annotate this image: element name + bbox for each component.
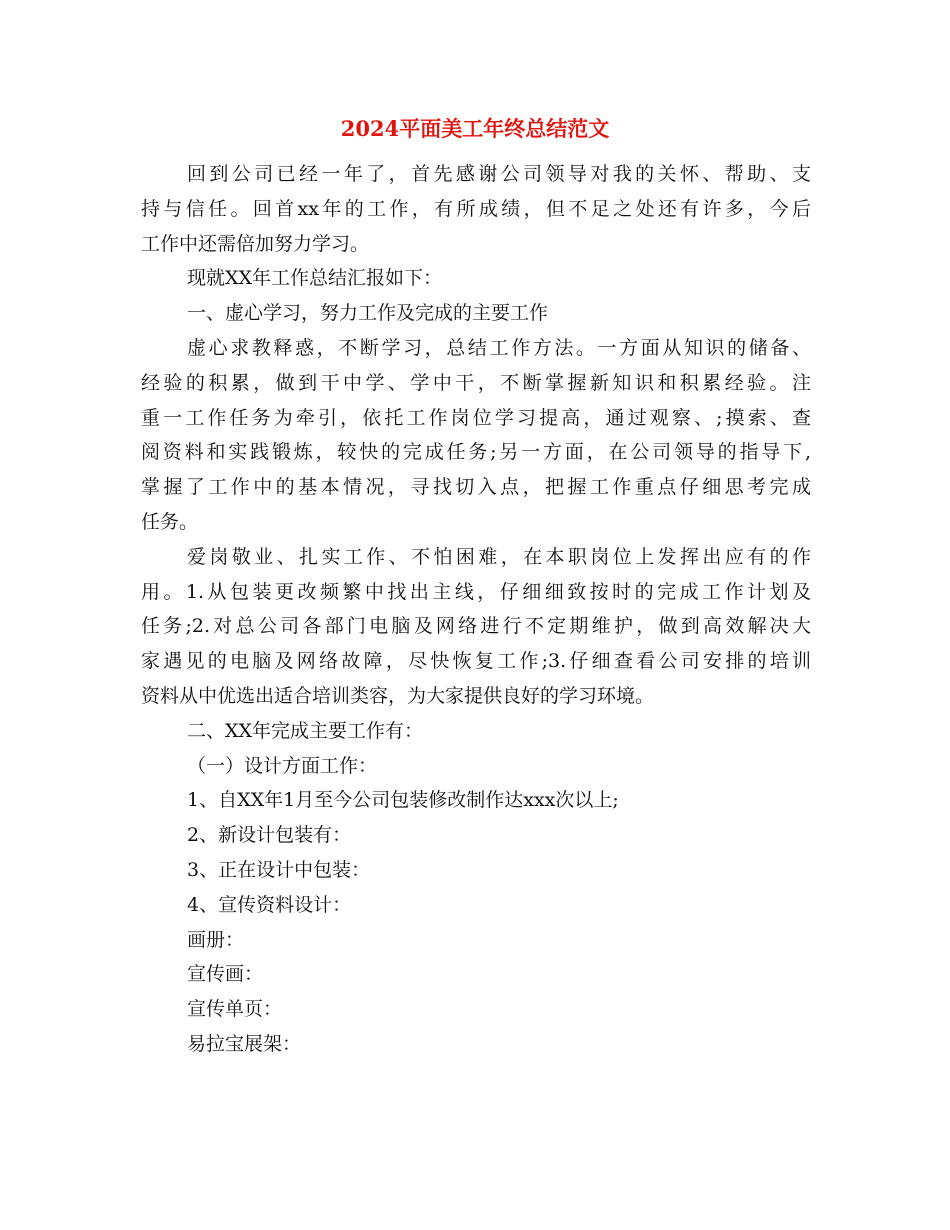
list-item: 2、新设计包装有：: [187, 824, 352, 847]
paragraph-line: 工作中还需倍加努力学习。: [141, 232, 370, 255]
paragraph-line: 爱岗敬业、扎实工作、不怕困难，在本职岗位上发挥出应有的作: [187, 545, 811, 568]
paragraph-line: 阅资料和实践锻炼，较快的完成任务;另一方面，在公司领导的指导下,: [141, 441, 811, 464]
paragraph-line: 持与信任。回首xx年的工作，有所成绩，但不足之处还有许多，今后: [141, 197, 811, 220]
paragraph-line: 任务。: [141, 510, 199, 533]
document-title: 2024平面美工年终总结范文: [340, 116, 610, 141]
paragraph-line: 任务;2.对总公司各部门电脑及网络进行不定期维护，做到高效解决大: [141, 615, 811, 638]
paragraph-line: 重一工作任务为牵引，依托工作岗位学习提高，通过观察、;摸索、查: [141, 406, 811, 429]
paragraph-line: 回到公司已经一年了，首先感谢公司领导对我的关怀、帮助、支: [187, 163, 811, 185]
paragraph-line: 现就XX年工作总结汇报如下：: [187, 267, 443, 290]
subsection-heading: （一）设计方面工作：: [187, 754, 378, 777]
list-item: 4、宣传资料设计：: [187, 893, 352, 916]
paragraph-line: 虚心求教释惑，不断学习，总结工作方法。一方面从知识的储备、: [187, 336, 811, 359]
paragraph-line: 经验的积累，做到干中学、学中干，不断掌握新知识和积累经验。注: [141, 371, 811, 394]
list-item: 宣传单页：: [187, 998, 283, 1021]
list-item: 3、正在设计中包装：: [187, 858, 371, 881]
paragraph-line: 资料从中优选出适合培训类容，为大家提供良好的学习环境。: [141, 684, 655, 707]
document-body: [141, 157, 811, 1062]
list-item: 易拉宝展架：: [187, 1032, 302, 1055]
list-item: 画册：: [187, 928, 245, 951]
paragraph-line: 家遇见的电脑及网络故障，尽快恢复工作;3.仔细查看公司安排的培训: [141, 650, 811, 673]
section-heading: 二、XX年完成主要工作有：: [187, 719, 424, 742]
paragraph-line: 用。1.从包装更改频繁中找出主线，仔细细致按时的完成工作计划及: [141, 580, 811, 603]
list-item: 1、自XX年1月至今公司包装修改制作达xxx次以上;: [187, 789, 619, 812]
section-heading: 一、虚心学习，努力工作及完成的主要工作: [187, 302, 549, 325]
paragraph-line: 掌握了工作中的基本情况，寻找切入点，把握工作重点仔细思考完成: [141, 476, 811, 499]
list-item: 宣传画：: [187, 963, 264, 986]
